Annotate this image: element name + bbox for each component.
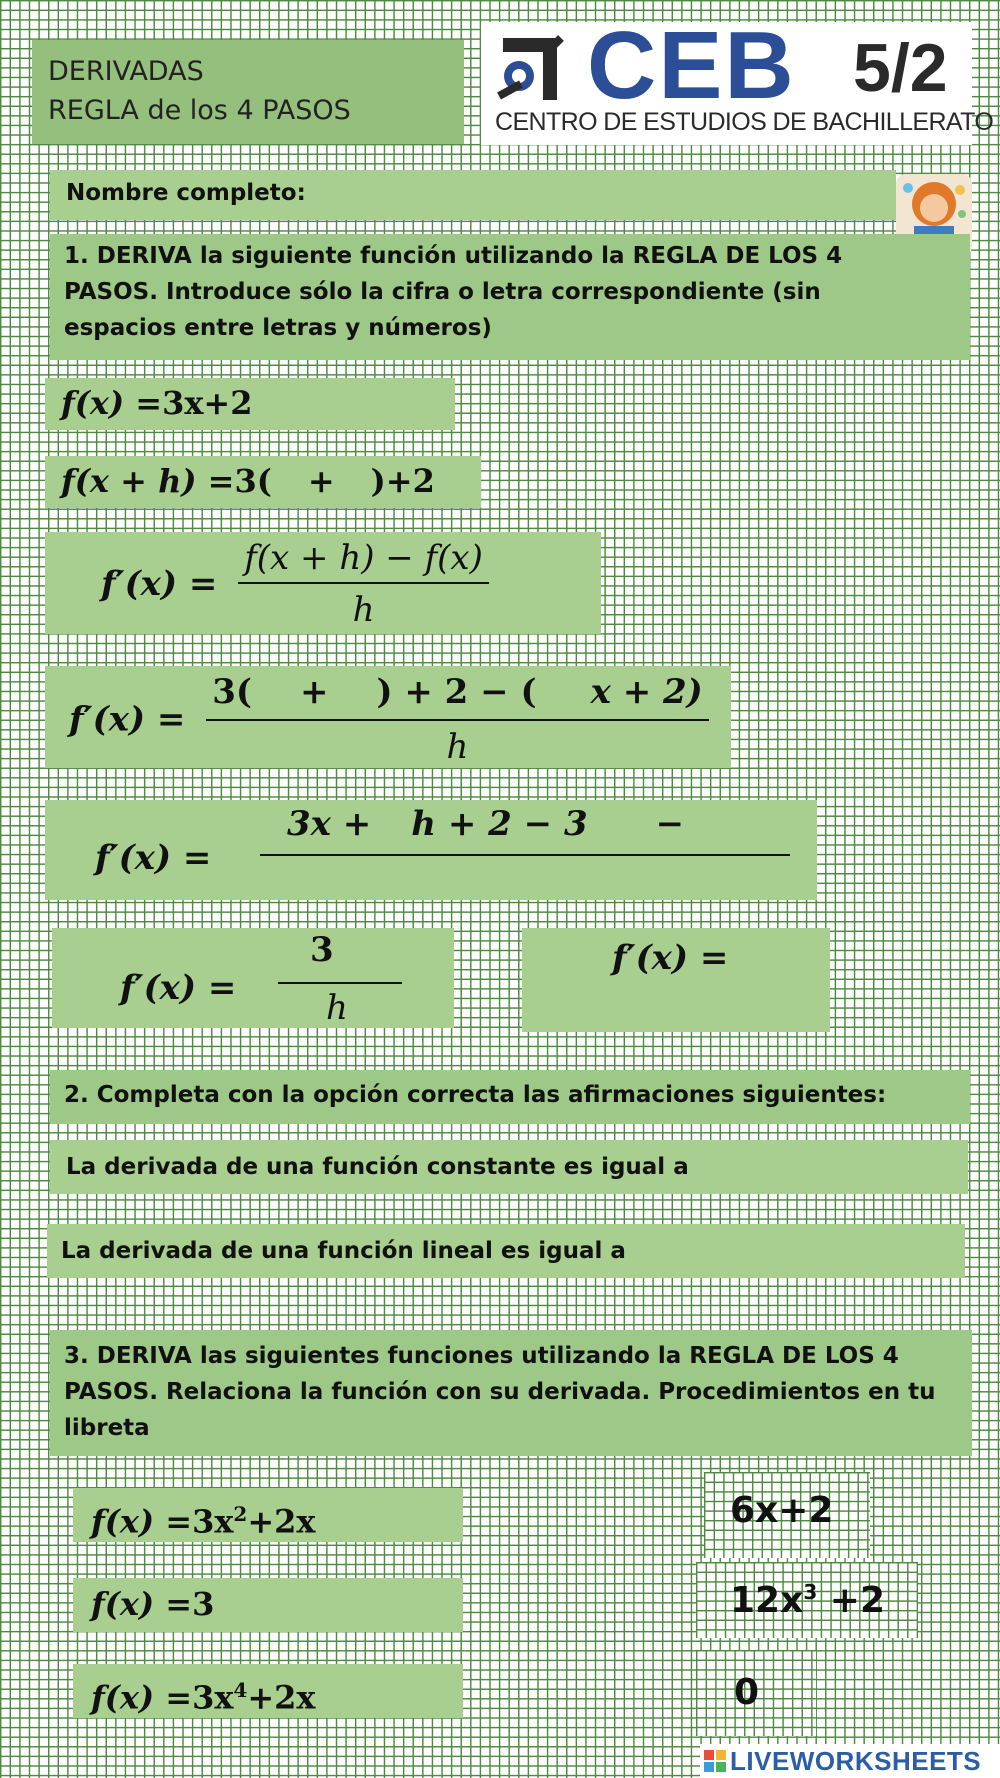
fxh-lhs: f(x + h) — [61, 462, 197, 500]
result-lhs: f′(x) = — [612, 938, 729, 978]
derivative-1: 6x+2 — [730, 1490, 834, 1531]
step5-box — [45, 800, 817, 900]
function-2-eq: =3 — [154, 1585, 215, 1623]
step5-blank-2[interactable] — [588, 815, 656, 847]
step5-denominator-blank[interactable] — [465, 860, 589, 892]
step4-blank-3[interactable] — [537, 683, 591, 715]
derivative-2-tail: +2 — [817, 1580, 885, 1621]
liveworksheets-brand — [700, 1744, 1000, 1778]
derivative-2 — [730, 1580, 885, 1621]
step5-numerator — [287, 804, 684, 847]
function-row-1[interactable] — [73, 1488, 463, 1542]
step4-num-d: x + 2) — [590, 672, 703, 712]
fxh-plus: + — [307, 462, 335, 500]
step4-blank-2[interactable] — [328, 683, 376, 715]
title-box — [32, 40, 464, 144]
fxh-end: )+2 — [370, 462, 435, 500]
function-1-lhs: f(x) — [91, 1502, 155, 1541]
step4-lhs: f′(x) = — [69, 699, 186, 740]
function-row-3[interactable] — [73, 1664, 463, 1718]
derivative-2-base: 12x — [730, 1580, 804, 1621]
title-line-2: REGLA de los 4 PASOS — [48, 95, 351, 126]
function-1-tail: +2x — [247, 1502, 316, 1541]
step4-box — [45, 666, 731, 768]
section1-instruction-box — [50, 234, 970, 360]
step5-blank-1[interactable] — [371, 815, 411, 847]
derivative-2-exponent: 3 — [803, 1580, 818, 1604]
step6-blank[interactable] — [334, 932, 378, 964]
function-3-exponent: 4 — [233, 1678, 248, 1702]
function-3-lhs: f(x) — [91, 1678, 155, 1717]
section2-instruction: 2. Completa con la opción correcta las afirmaciones siguientes: — [64, 1082, 887, 1108]
step5-num-a: 3x + — [287, 804, 372, 844]
step3-fraction — [238, 538, 489, 630]
function-1-eq: =3x — [154, 1502, 234, 1541]
function-3-tail: +2x — [247, 1678, 316, 1717]
statement2-select[interactable] — [680, 1232, 940, 1270]
step4-blank-1[interactable] — [252, 683, 300, 715]
step3-denominator: h — [352, 590, 375, 630]
section3-instruction: 3. DERIVA las siguientes funciones utilizando la REGLA DE LOS 4 PASOS. Relaciona la función con su derivada. Procedimientos en tu libreta — [64, 1343, 936, 1441]
title-line-1: DERIVADAS — [48, 56, 204, 87]
section2-instruction-box — [50, 1070, 970, 1124]
statement1: La derivada de una función constante es igual a — [66, 1154, 689, 1180]
fxh-eq: =3( — [196, 462, 272, 500]
step4-num-b: + — [299, 672, 329, 712]
ceb-emblem-icon — [491, 30, 569, 108]
step6-lhs: f′(x) = — [120, 968, 237, 1008]
function-fxh-box — [45, 456, 481, 508]
step4-numerator — [206, 672, 709, 721]
ceb-logo — [481, 12, 994, 145]
name-label: Nombre completo: — [66, 180, 306, 206]
statement2: La derivada de una función lineal es igual a — [61, 1238, 626, 1264]
step6-denominator: h — [326, 988, 348, 1028]
function-row-2[interactable] — [73, 1578, 463, 1632]
logo-number: 5/2 — [853, 30, 948, 106]
section1-instruction: 1. DERIVA la siguiente función utilizando la REGLA DE LOS 4 PASOS. Introduce sólo la cifra o letra correspondiente (sin espacios entre letras y números) — [64, 243, 843, 341]
step4-denominator: h — [446, 726, 469, 767]
step3-box — [45, 532, 601, 634]
step6-numerator: 3 — [310, 930, 334, 970]
section3-instruction-box — [50, 1330, 972, 1456]
fx-lhs: f(x) — [61, 384, 125, 422]
function-3-eq: =3x — [154, 1678, 234, 1717]
fxh-blank-2[interactable] — [335, 472, 371, 504]
logo-subtitle: CENTRO DE ESTUDIOS DE BACHILLERATO — [495, 108, 994, 136]
logo-text: CEB — [587, 12, 796, 119]
name-input[interactable] — [330, 176, 894, 214]
step5-fraction-bar — [260, 854, 790, 856]
step3-numerator: f(x + h) − f(x) — [238, 538, 489, 584]
result-input[interactable] — [612, 984, 816, 1022]
step4-fraction — [206, 672, 709, 767]
step4-num-c: ) + 2 − ( — [376, 672, 537, 712]
step6-fraction-bar — [278, 982, 402, 984]
statement1-select[interactable] — [726, 1148, 946, 1186]
step5-num-c: − — [655, 804, 685, 844]
derivative-chip-1[interactable] — [704, 1472, 870, 1558]
fx-rhs: =3x+2 — [124, 384, 253, 422]
liveworksheets-text: LIVEWORKSHEETS — [730, 1746, 982, 1776]
function-fx-box — [45, 378, 455, 430]
derivative-3: 0 — [734, 1672, 760, 1713]
fxh-blank-1[interactable] — [272, 472, 308, 504]
result-box — [522, 928, 830, 1032]
function-1-exponent: 2 — [233, 1502, 248, 1526]
step5-num-b: h + 2 − 3 — [411, 804, 588, 844]
step6-box — [52, 928, 454, 1028]
step5-lhs: f′(x) = — [95, 838, 212, 878]
derivative-chip-2[interactable] — [696, 1562, 918, 1638]
step4-num-a: 3( — [212, 672, 252, 712]
function-2-lhs: f(x) — [91, 1585, 155, 1623]
derivative-chip-3[interactable] — [696, 1650, 816, 1736]
liveworksheets-logo-icon — [704, 1750, 726, 1772]
step3-lhs: f′(x) = — [101, 564, 218, 604]
